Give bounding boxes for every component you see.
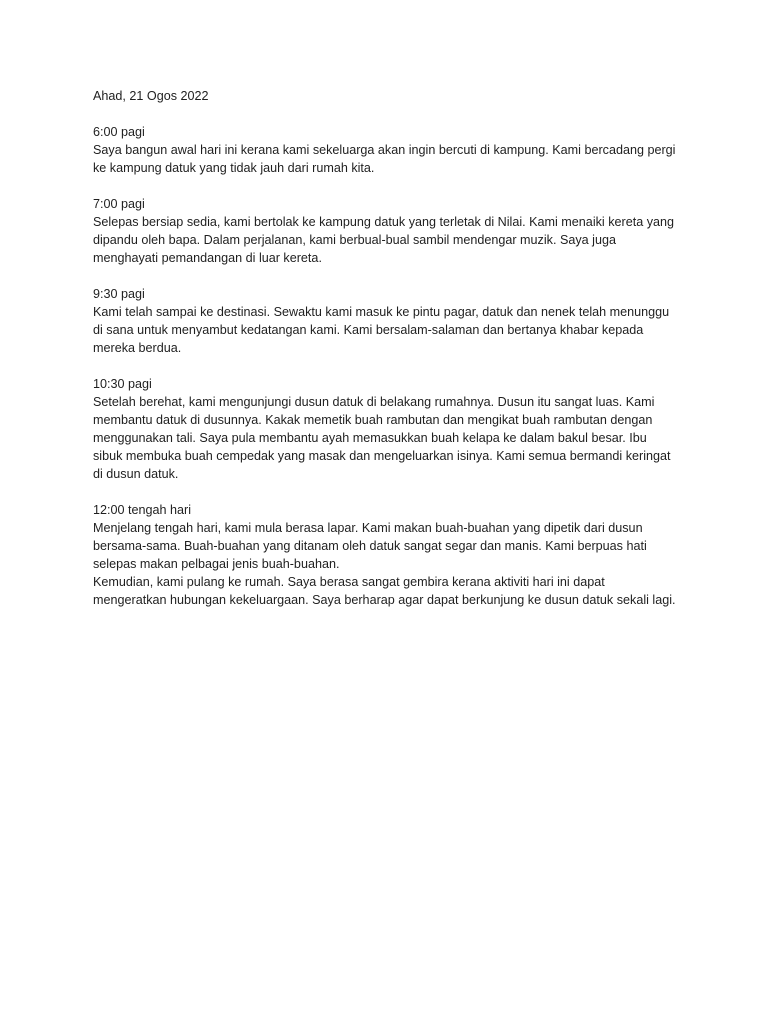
entry-time: 10:30 pagi: [93, 377, 152, 391]
diary-date: Ahad, 21 Ogos 2022: [93, 89, 209, 103]
entry-paragraph: Setelah berehat, kami mengunjungi dusun datuk di belakang rumahnya. Dusun itu sangat luas. Kami membantu datuk di dusunnya. Kakak memetik buah rambutan dan mengikat buah rambutan dengan menggunakan tali. Saya pula membantu ayah memasukkan buah kelapa ke dalam bakul besar. Ibu sibuk membuka buah cempedak yang masak dan mengeluarkan isinya. Kami semua bermandi keringat di dusun datuk.: [93, 395, 671, 481]
entry-paragraph: Kemudian, kami pulang ke rumah. Saya berasa sangat gembira kerana aktiviti hari ini dapat mengeratkan hubungan kekeluargaan. Saya berharap agar dapat berkunjung ke dusun datuk sekali lagi.: [93, 575, 676, 607]
entry-paragraph: Selepas bersiap sedia, kami bertolak ke kampung datuk yang terletak di Nilai. Kami menaiki kereta yang dipandu oleh bapa. Dalam perjalanan, kami berbual-bual sambil mendengar muzik. Saya juga menghayati pemandangan di luar kereta.: [93, 215, 675, 265]
diary-content: [93, 87, 677, 627]
entry-paragraph: Saya bangun awal hari ini kerana kami sekeluarga akan ingin bercuti di kampung. Kami bercadang pergi ke kampung datuk yang tidak jauh dari rumah kita.: [93, 143, 676, 175]
entry-paragraph: Kami telah sampai ke destinasi. Sewaktu kami masuk ke pintu pagar, datuk dan nenek telah menunggu di sana untuk menyambut kedatangan kami. Kami bersalam-salaman dan bertanya khabar kepada mereka berdua.: [93, 305, 670, 355]
entry-paragraph: Menjelang tengah hari, kami mula berasa lapar. Kami makan buah-buahan yang dipetik dari dusun bersama-sama. Buah-buahan yang ditanam oleh datuk sangat segar dan manis. Kami berpuas hati selepas makan pelbagai jenis buah-buahan.: [93, 521, 647, 571]
diary-entry-1200: [93, 501, 677, 609]
entry-time: 6:00 pagi: [93, 125, 145, 139]
entry-time: 7:00 pagi: [93, 197, 145, 211]
diary-entry-0700: [93, 195, 677, 267]
diary-entry-1030: [93, 375, 677, 483]
entry-time: 9:30 pagi: [93, 287, 145, 301]
diary-entry-0930: [93, 285, 677, 357]
entry-time: 12:00 tengah hari: [93, 503, 192, 517]
diary-entry-0600: [93, 123, 677, 177]
